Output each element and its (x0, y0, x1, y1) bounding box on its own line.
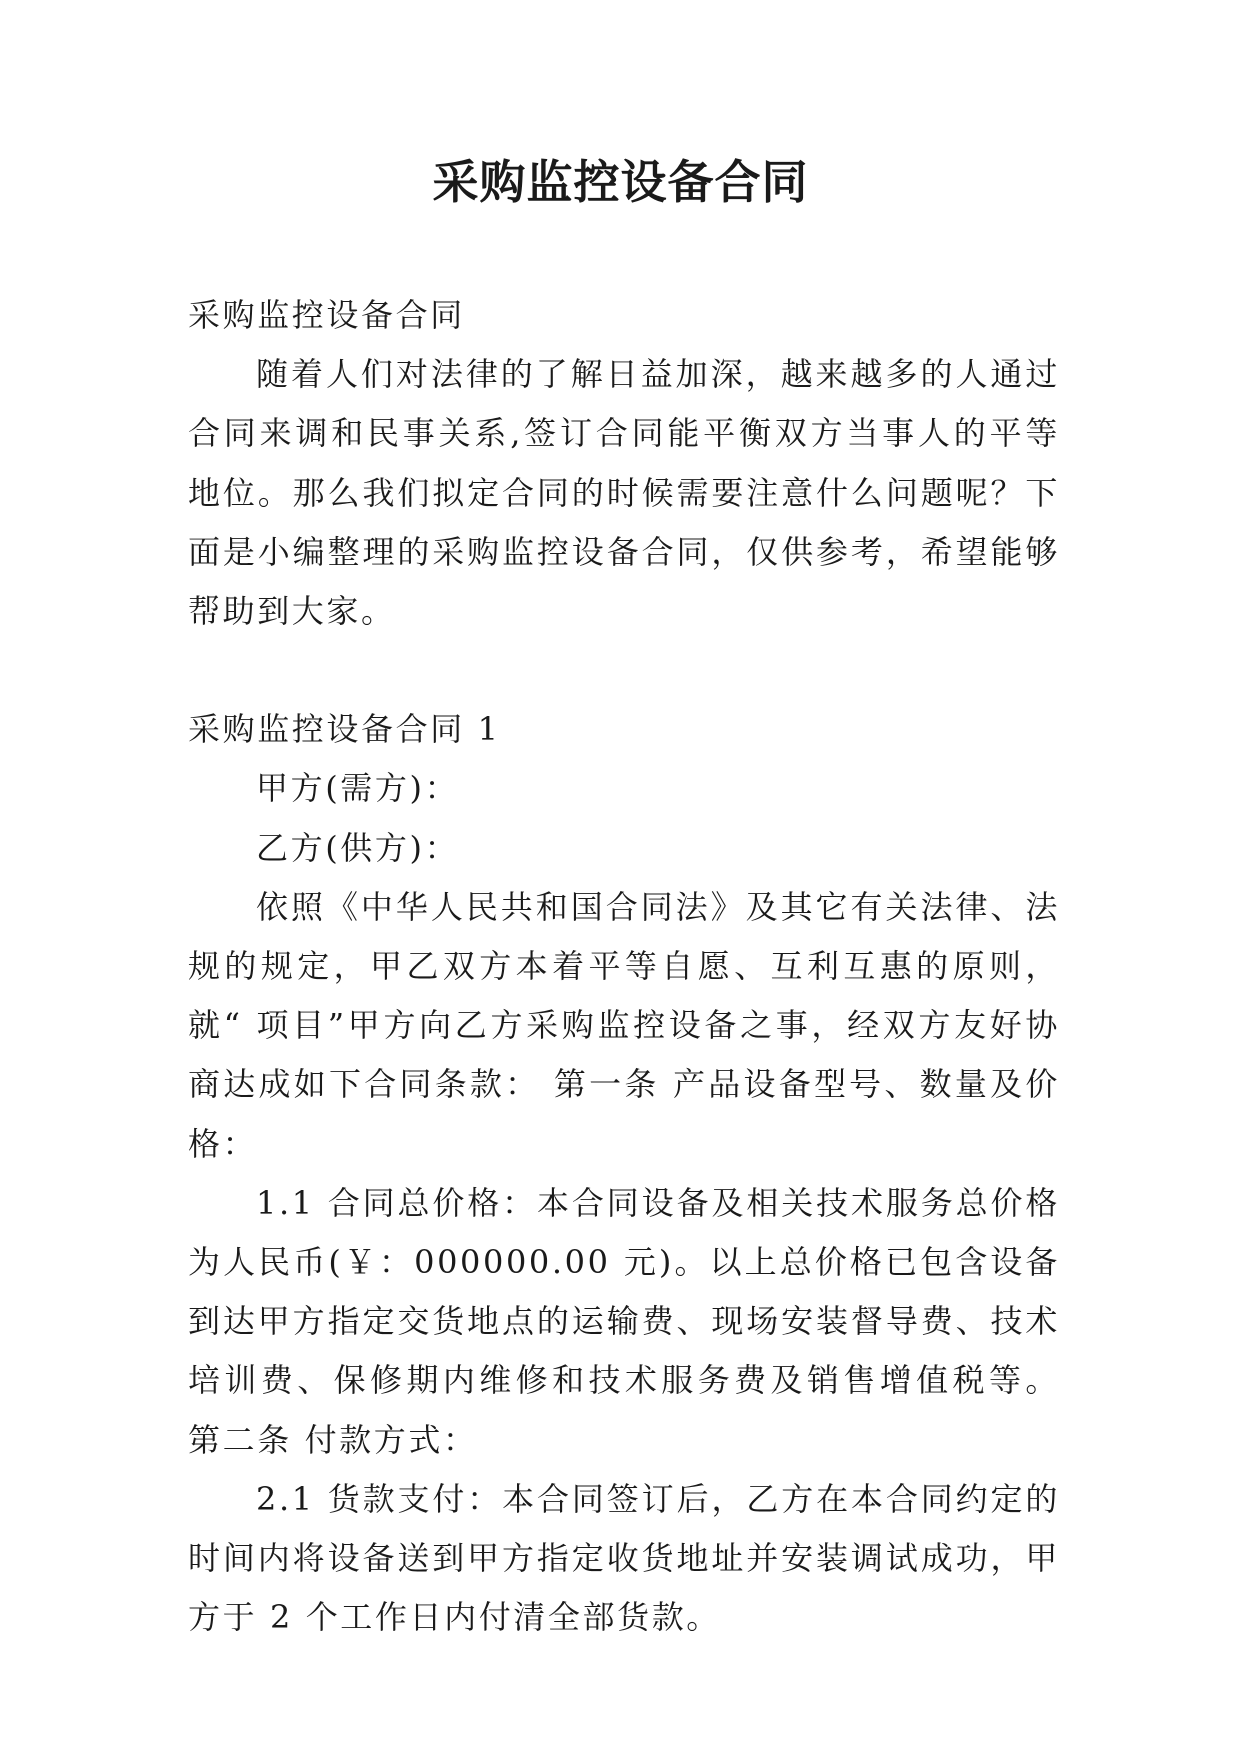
document-title: 采购监控设备合同 (432, 155, 809, 209)
document-body (188, 286, 1060, 1647)
paragraph-basis: 依照《中华人民共和国合同法》及其它有关法律、法规的规定，甲乙双方本着平等自愿、互利互惠的原则，就“ 项目”甲方向乙方采购监控设备之事，经双方友好协商达成如下合同条款： 第一条 产品设备型号、数量及价格： (188, 887, 1060, 1163)
party-b-line: 乙方(供方)： (256, 828, 460, 867)
paragraph-intro: 随着人们对法律的了解日益加深，越来越多的人通过合同来调和民事关系,签订合同能平衡双方当事人的平等地位。那么我们拟定合同的时候需要注意什么问题呢？下面是小编整理的采购监控设备合同，仅供参考，希望能够帮助到大家。 (188, 355, 1060, 631)
clause-2-1: 2.1 货款支付：本合同签订后，乙方在本合同约定的时间内将设备送到甲方指定收货地址并安装调试成功，甲方于 2 个工作日内付清全部货款。 (188, 1479, 1060, 1637)
section-heading-1: 采购监控设备合同 1 (188, 710, 501, 749)
clause-1-1: 1.1 合同总价格：本合同设备及相关技术服务总价格为人民币(￥：000000.00 元)。以上总价格已包含设备到达甲方指定交货地点的运输费、现场安装督导费、技术培训费、保修期内维修和技术服务费及销售增值税等。 第二条 付款方式： (188, 1183, 1060, 1459)
paragraph-heading: 采购监控设备合同 (188, 296, 465, 334)
party-a-line: 甲方(需方)： (256, 769, 460, 808)
